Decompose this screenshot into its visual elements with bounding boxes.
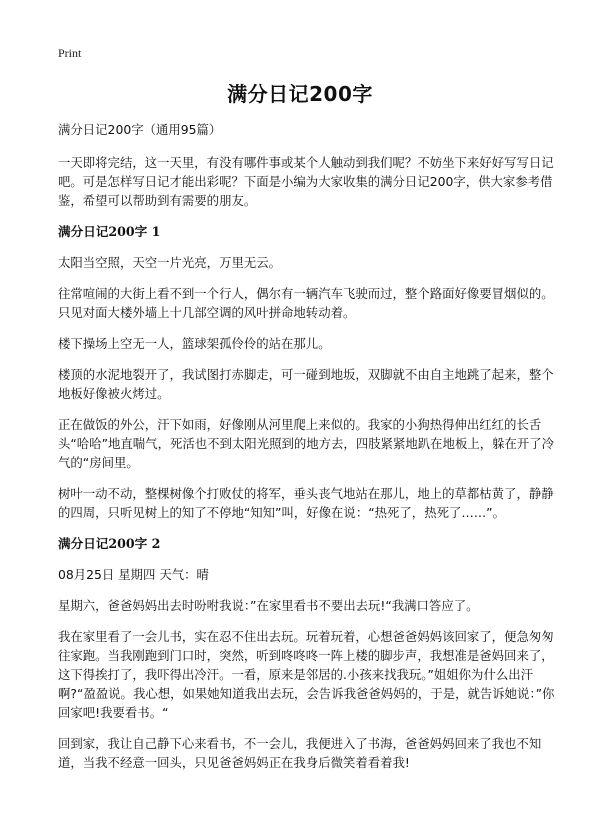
section-2-paragraph: 我在家里看了一会儿书，实在忍不住出去玩。玩着玩着，心想爸爸妈妈该回家了，便急匆匆往家跑。当我刚跑到门口时，突然，听到咚咚咚一阵上楼的脚步声，我想准是爸妈回来了，这下得挨打了，我吓得出冷汗。一看，原来是邻居的.小孩来找我玩。”姐姐你为什么出汗啊?“盈盈说。我心想，如果她知道我出去玩，会告诉我爸爸妈妈的，于是，就告诉她说：”你回家吧!我要看书。“	[58, 629, 555, 720]
section-heading-1: 满分日记200字 1	[58, 224, 161, 239]
section-1-paragraph: 楼下操场上空无一人，篮球架孤伶伶的站在那儿。	[58, 336, 331, 351]
intro-paragraph: 一天即将完结，这一天里，有没有哪件事或某个人触动到我们呢？不妨坐下来好好写写日记吧。可是怎样写日记才能出彩呢？下面是小编为大家收集的满分日记200字，供大家参考借鉴，希望可以帮助到有需要的朋友。	[58, 155, 554, 208]
section-2-paragraph: 星期六，爸爸妈妈出去时吩咐我说：”在家里看书不要出去玩!“我满口答应了。	[58, 598, 479, 613]
section-1-paragraph: 往常喧闹的大街上看不到一个行人，偶尔有一辆汽车飞驶而过，整个路面好像要冒烟似的。只见对面大楼外墙上十几部空调的风叶拼命地转动着。	[58, 286, 554, 320]
section-1-paragraph: 正在做饭的外公，汗下如雨，好像刚从河里爬上来似的。我家的小狗热得伸出红红的长舌头“哈哈”地直喘气，死活也不到太阳光照到的地方去，四肢紧紧地趴在地板上，躲在开了冷气的“房间里。	[58, 417, 555, 470]
section-2-paragraph: 回到家，我让自己静下心来看书，不一会儿，我便进入了书海，爸爸妈妈回来了我也不知道，当我不经意一回头，只见爸爸妈妈正在我身后微笑着看着我!	[58, 736, 542, 770]
section-2-date-line: 08月25日 星期四 天气：晴	[58, 567, 209, 582]
print-link[interactable]: Print	[58, 46, 82, 60]
section-1-paragraph: 树叶一动不动，整棵树像个打败仗的将军，垂头丧气地站在那儿，地上的草都枯黄了，静静的四周，只听见树上的知了不停地“知知”叫，好像在说：“热死了，热死了……”。	[58, 486, 554, 520]
article-subtitle: 满分日记200字（通用95篇）	[58, 122, 222, 137]
section-1-paragraph: 太阳当空照，天空一片光亮，万里无云。	[58, 255, 282, 270]
page-title: 满分日记200字	[227, 82, 373, 106]
section-1-paragraph: 楼顶的水泥地裂开了，我试图打赤脚走，可一碰到地坂，双脚就不由自主地跳了起来，整个地板好像被火烤过。	[58, 367, 554, 401]
article-content	[58, 120, 560, 784]
section-heading-2: 满分日记200字 2	[58, 536, 161, 551]
